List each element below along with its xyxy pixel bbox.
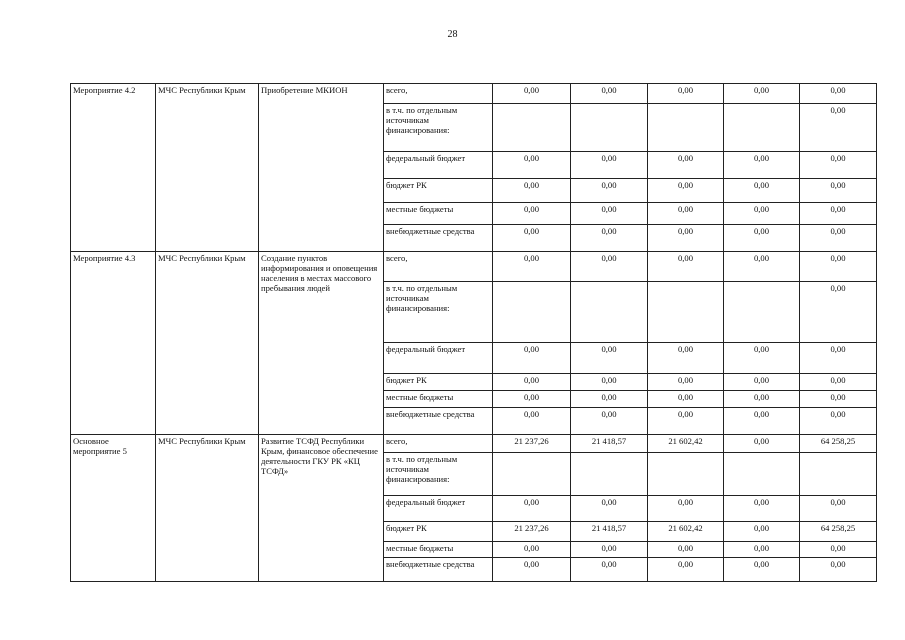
amount-cell: 0,00 bbox=[648, 558, 724, 582]
amount-cell bbox=[493, 453, 571, 496]
executor-cell: МЧС Республики Крым bbox=[156, 435, 259, 582]
page-number: 28 bbox=[447, 29, 458, 40]
amount-cell: 0,00 bbox=[571, 408, 648, 435]
amount-cell: 21 418,57 bbox=[571, 522, 648, 542]
amount-cell: 0,00 bbox=[571, 558, 648, 582]
funding-source-cell: в т.ч. по отдельным источникам финансирования: bbox=[384, 282, 493, 343]
amount-cell: 0,00 bbox=[648, 496, 724, 522]
funding-source-cell: бюджет РК bbox=[384, 374, 493, 391]
amount-cell: 0,00 bbox=[800, 203, 877, 225]
amount-cell: 0,00 bbox=[571, 179, 648, 203]
amount-cell: 0,00 bbox=[493, 252, 571, 282]
amount-cell: 0,00 bbox=[493, 496, 571, 522]
amount-cell: 21 237,26 bbox=[493, 522, 571, 542]
amount-cell: 0,00 bbox=[724, 374, 800, 391]
amount-cell: 0,00 bbox=[800, 374, 877, 391]
amount-cell: 0,00 bbox=[724, 252, 800, 282]
amount-cell: 64 258,25 bbox=[800, 435, 877, 453]
amount-cell: 0,00 bbox=[724, 343, 800, 374]
amount-cell: 0,00 bbox=[571, 343, 648, 374]
amount-cell: 0,00 bbox=[571, 152, 648, 179]
table-row bbox=[71, 252, 877, 282]
executor-cell: МЧС Республики Крым bbox=[156, 84, 259, 252]
measure-name-cell: Создание пунктов информирования и оповещения населения в местах массового пребывания людей bbox=[259, 252, 384, 435]
amount-cell: 0,00 bbox=[571, 374, 648, 391]
amount-cell: 0,00 bbox=[724, 391, 800, 408]
amount-cell bbox=[571, 453, 648, 496]
funding-source-cell: местные бюджеты bbox=[384, 391, 493, 408]
event-cell: Мероприятие 4.2 bbox=[71, 84, 156, 252]
amount-cell: 0,00 bbox=[800, 104, 877, 152]
funding-source-cell: внебюджетные средства bbox=[384, 408, 493, 435]
amount-cell bbox=[724, 104, 800, 152]
amount-cell: 21 602,42 bbox=[648, 522, 724, 542]
amount-cell: 0,00 bbox=[724, 203, 800, 225]
amount-cell: 0,00 bbox=[800, 558, 877, 582]
amount-cell: 0,00 bbox=[571, 496, 648, 522]
amount-cell bbox=[724, 282, 800, 343]
funding-source-cell: всего, bbox=[384, 84, 493, 104]
funding-source-cell: федеральный бюджет bbox=[384, 152, 493, 179]
amount-cell: 0,00 bbox=[648, 203, 724, 225]
amount-cell: 0,00 bbox=[493, 542, 571, 558]
funding-source-cell: внебюджетные средства bbox=[384, 225, 493, 252]
amount-cell: 0,00 bbox=[800, 408, 877, 435]
amount-cell bbox=[648, 282, 724, 343]
table-row bbox=[71, 435, 877, 453]
amount-cell: 0,00 bbox=[724, 225, 800, 252]
amount-cell: 0,00 bbox=[724, 435, 800, 453]
funding-source-cell: бюджет РК bbox=[384, 522, 493, 542]
amount-cell: 0,00 bbox=[800, 496, 877, 522]
event-cell: Основное мероприятие 5 bbox=[71, 435, 156, 582]
funding-source-cell: федеральный бюджет bbox=[384, 496, 493, 522]
amount-cell: 0,00 bbox=[800, 225, 877, 252]
amount-cell: 0,00 bbox=[571, 84, 648, 104]
funding-source-cell: федеральный бюджет bbox=[384, 343, 493, 374]
amount-cell: 0,00 bbox=[648, 374, 724, 391]
amount-cell: 0,00 bbox=[493, 152, 571, 179]
amount-cell: 0,00 bbox=[493, 374, 571, 391]
amount-cell: 0,00 bbox=[493, 179, 571, 203]
amount-cell: 0,00 bbox=[648, 179, 724, 203]
measure-name-cell: Приобретение МКИОН bbox=[259, 84, 384, 252]
amount-cell: 0,00 bbox=[724, 152, 800, 179]
amount-cell bbox=[571, 104, 648, 152]
amount-cell bbox=[493, 282, 571, 343]
amount-cell: 64 258,25 bbox=[800, 522, 877, 542]
amount-cell: 0,00 bbox=[800, 84, 877, 104]
amount-cell: 0,00 bbox=[648, 252, 724, 282]
amount-cell: 0,00 bbox=[493, 225, 571, 252]
funding-source-cell: всего, bbox=[384, 435, 493, 453]
budget-table bbox=[70, 83, 877, 582]
amount-cell: 0,00 bbox=[493, 343, 571, 374]
amount-cell: 0,00 bbox=[493, 558, 571, 582]
amount-cell: 0,00 bbox=[493, 408, 571, 435]
amount-cell: 0,00 bbox=[648, 225, 724, 252]
amount-cell: 0,00 bbox=[800, 252, 877, 282]
amount-cell: 0,00 bbox=[648, 408, 724, 435]
amount-cell: 21 418,57 bbox=[571, 435, 648, 453]
amount-cell: 0,00 bbox=[571, 225, 648, 252]
funding-source-cell: в т.ч. по отдельным источникам финансирования: bbox=[384, 104, 493, 152]
amount-cell: 0,00 bbox=[724, 84, 800, 104]
amount-cell: 0,00 bbox=[724, 558, 800, 582]
amount-cell: 21 602,42 bbox=[648, 435, 724, 453]
amount-cell bbox=[571, 282, 648, 343]
amount-cell: 0,00 bbox=[571, 252, 648, 282]
amount-cell bbox=[800, 453, 877, 496]
amount-cell: 0,00 bbox=[800, 542, 877, 558]
amount-cell bbox=[724, 453, 800, 496]
amount-cell: 21 237,26 bbox=[493, 435, 571, 453]
amount-cell: 0,00 bbox=[571, 203, 648, 225]
table-row bbox=[71, 84, 877, 104]
amount-cell bbox=[648, 104, 724, 152]
amount-cell: 0,00 bbox=[724, 496, 800, 522]
amount-cell: 0,00 bbox=[800, 282, 877, 343]
amount-cell: 0,00 bbox=[648, 542, 724, 558]
funding-source-cell: бюджет РК bbox=[384, 179, 493, 203]
amount-cell: 0,00 bbox=[724, 408, 800, 435]
funding-source-cell: внебюджетные средства bbox=[384, 558, 493, 582]
funding-source-cell: местные бюджеты bbox=[384, 542, 493, 558]
amount-cell: 0,00 bbox=[571, 542, 648, 558]
measure-name-cell: Развитие ТСФД Республики Крым, финансовое обеспечение деятельности ГКУ РК «КЦ ТСФД» bbox=[259, 435, 384, 582]
amount-cell: 0,00 bbox=[800, 391, 877, 408]
amount-cell: 0,00 bbox=[648, 391, 724, 408]
amount-cell: 0,00 bbox=[800, 152, 877, 179]
amount-cell: 0,00 bbox=[648, 84, 724, 104]
funding-source-cell: всего, bbox=[384, 252, 493, 282]
amount-cell: 0,00 bbox=[493, 84, 571, 104]
amount-cell: 0,00 bbox=[648, 152, 724, 179]
funding-source-cell: местные бюджеты bbox=[384, 203, 493, 225]
amount-cell: 0,00 bbox=[493, 203, 571, 225]
amount-cell bbox=[493, 104, 571, 152]
amount-cell: 0,00 bbox=[800, 343, 877, 374]
amount-cell: 0,00 bbox=[724, 179, 800, 203]
amount-cell: 0,00 bbox=[800, 179, 877, 203]
amount-cell bbox=[648, 453, 724, 496]
amount-cell: 0,00 bbox=[571, 391, 648, 408]
funding-source-cell: в т.ч. по отдельным источникам финансирования: bbox=[384, 453, 493, 496]
amount-cell: 0,00 bbox=[724, 522, 800, 542]
amount-cell: 0,00 bbox=[724, 542, 800, 558]
event-cell: Мероприятие 4.3 bbox=[71, 252, 156, 435]
amount-cell: 0,00 bbox=[493, 391, 571, 408]
amount-cell: 0,00 bbox=[648, 343, 724, 374]
executor-cell: МЧС Республики Крым bbox=[156, 252, 259, 435]
